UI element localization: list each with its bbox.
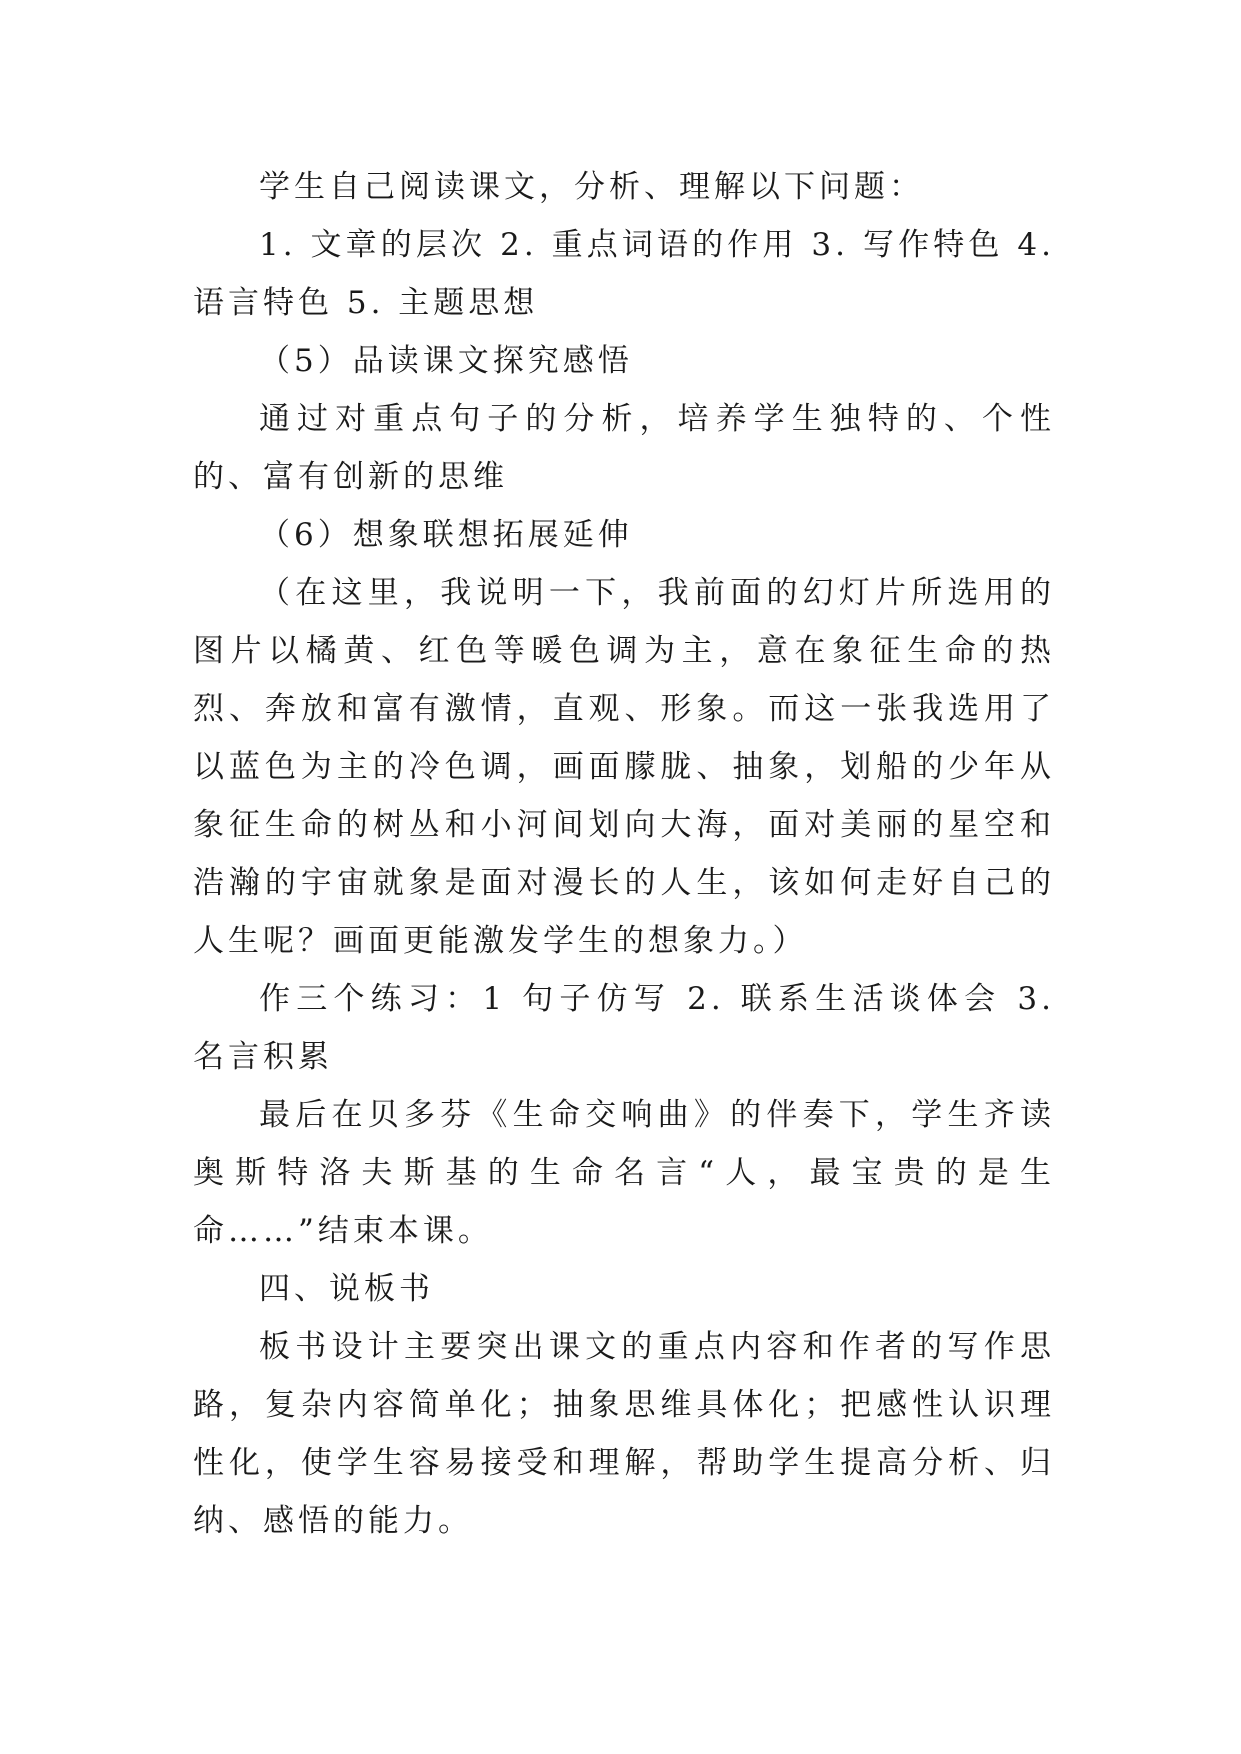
- paragraph-closing-reading: 最后在贝多芬《生命交响曲》的伴奏下，学生齐读奥斯特洛夫斯基的生命名言“人，最宝贵的是生命……”结束本课。: [193, 1097, 1055, 1249]
- paragraph-slide-explanation: （在这里，我说明一下，我前面的幻灯片所选用的图片以橘黄、红色等暖色调为主，意在象征生命的热烈、奔放和富有激情，直观、形象。而这一张我选用了以蓝色为主的冷色调，画面朦胧、抽象，划船的少年从象征生命的树丛和小河间划向大海，面对美丽的星空和浩瀚的宇宙就象是面对漫长的人生，该如何走好自己的人生呢？画面更能激发学生的想象力。）: [193, 575, 1055, 959]
- paragraph-step-6-heading: （6）想象联想拓展延伸: [259, 517, 633, 553]
- paragraph-blackboard-design: 板书设计主要突出课文的重点内容和作者的写作思路，复杂内容简单化；抽象思维具体化；把感性认识理性化，使学生容易接受和理解，帮助学生提高分析、归纳、感悟的能力。: [193, 1329, 1055, 1539]
- document-body: [193, 158, 1055, 1550]
- section-heading-blackboard: 四、说板书: [259, 1271, 434, 1307]
- paragraph-analysis-points: 1. 文章的层次 2. 重点词语的作用 3. 写作特色 4. 语言特色 5. 主题思想: [193, 227, 1055, 321]
- paragraph-step-5-heading: （5）品读课文探究感悟: [259, 343, 633, 379]
- paragraph-reading-task: 学生自己阅读课文，分析、理解以下问题：: [259, 169, 924, 205]
- paragraph-exercises: 作三个练习：1 句子仿写 2. 联系生活谈体会 3. 名言积累: [193, 981, 1055, 1075]
- paragraph-step-5-body: 通过对重点句子的分析，培养学生独特的、个性的、富有创新的思维: [193, 401, 1055, 495]
